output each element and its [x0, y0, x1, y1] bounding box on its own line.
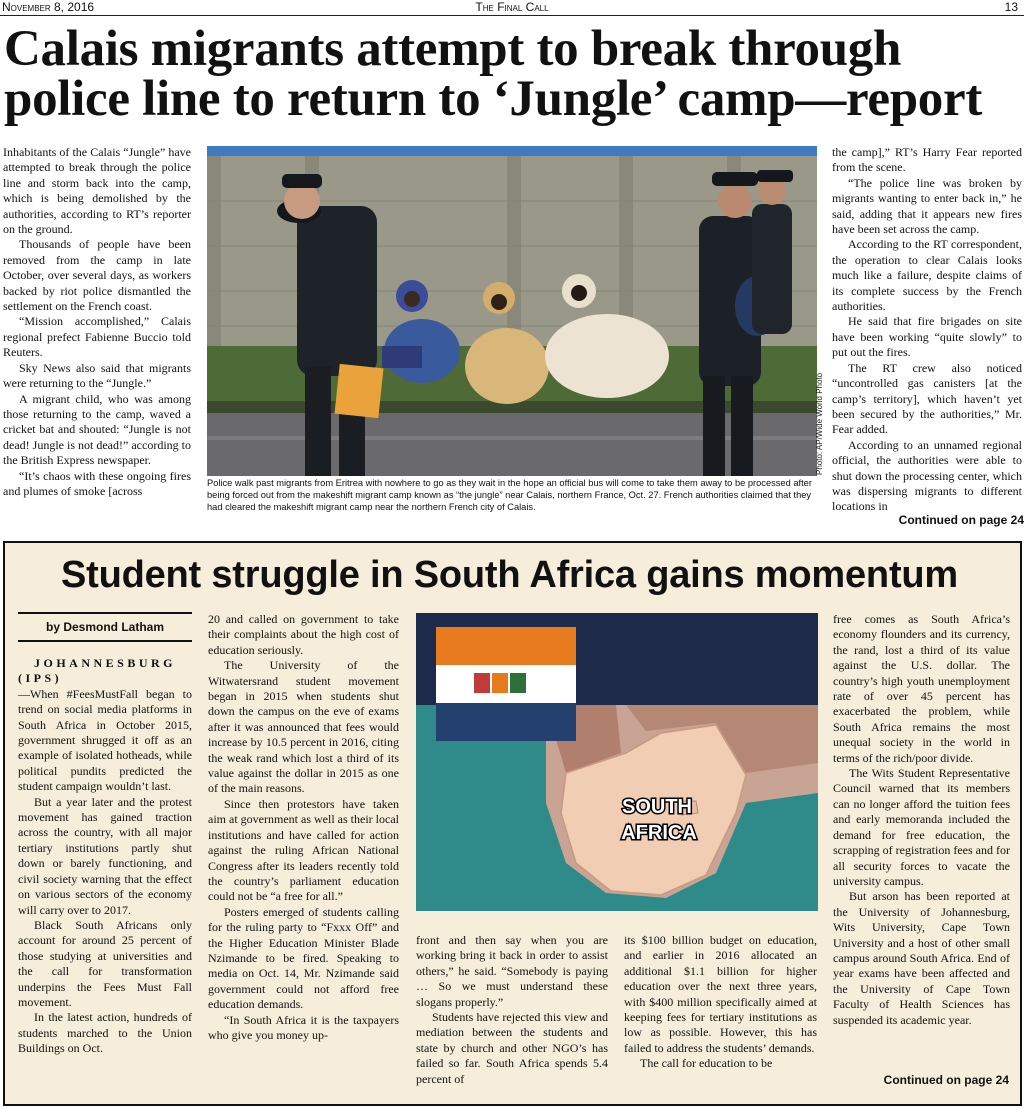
paragraph: Sky News also said that migrants were returning to the “Jungle.” [3, 360, 191, 391]
map-graphic [416, 613, 818, 911]
photo-caption: Police walk past migrants from Eritrea with nowhere to go as they wait in the hope an official bus will come to take them away to be processed after being forced out from the makeshift migrant camp known as “the jungle” near Calais, northern France, Oct. 27. French authorities claimed that they had cleared the makeshift migrant camp near the northern French city of Calais. [207, 478, 812, 512]
continued-link[interactable]: Continued on page 24 [898, 513, 1024, 527]
paragraph: its $100 billion budget on education, and earlier in 2016 allocated an additional $1.1 billion for higher education over the next three years, with $400 million specifically aimed at keeping fees for tertiary institutions as low as possible. However, this has failed to address the students’ demands. [624, 933, 817, 1055]
paragraph: A migrant child, who was among those returning to the camp, waved a cricket bat and shouted: “Jungle is not dead! Jungle is not dead!” according to the British Express newspaper. [3, 391, 191, 468]
paragraph: The RT crew also noticed “uncontrolled gas canisters [at the camp’s territory], which haven’t yet been secured by the authorities,” Mr. Fear added. [832, 360, 1022, 437]
article-column-left [3, 145, 191, 499]
paragraph: According to the RT correspondent, the operation to clear Calais looks much like a failure, despite claims of its complete success by the French authorities. [832, 237, 1022, 314]
article-headline: Calais migrants attempt to break through police line to return to ‘Jungle’ camp—report [4, 21, 983, 127]
article-photo [207, 146, 817, 476]
south-africa-map [416, 613, 818, 911]
paragraph: He said that fire brigades on site have been working “quite slowly” to put out the fires. [832, 314, 1022, 360]
continued-link[interactable]: Continued on page 24 [883, 1073, 1009, 1087]
paragraph: Black South Africans only account for around 25 percent of those studying at universities and the call for transformation underpins the Fees Must Fall movement. [18, 917, 192, 1009]
paragraph: free comes as South Africa’s economy flounders and its currency, the rand, lost a third of its value against the U.S. dollar. The country’s high youth unemployment rate of over 45 percent has exacerbated the problem, while South Africa remains the most unequal society in the world in terms of the rich/poor divide. [833, 612, 1010, 765]
map-label-south: SOUTH [622, 796, 692, 818]
photo-police-and-migrants [207, 146, 817, 476]
article-column-1 [18, 656, 192, 1057]
paragraph: “It’s chaos with these ongoing fires and plumes of smoke [across [3, 468, 191, 498]
paragraph [18, 656, 192, 795]
paragraph: the camp],” RT’s Harry Fear reported from the scene. [832, 145, 1022, 175]
byline: by Desmond Latham [18, 612, 192, 642]
paragraph: Thousands of people have been removed from the camp in late October, over several days, as workers backed by riot police dismantled the settlement on the French coast. [3, 237, 191, 314]
paragraph: According to an unnamed regional official, the authorities were able to shut down the processing center, which was dispersing migrants to different locations in [832, 437, 1022, 514]
paragraph: Posters emerged of students calling for the ruling party to “Fxxx Off” and the Higher Education Minister Blade Nzimande to be fired. Speaking to media on Oct. 14, Mr. Nzimande said government could not afford free education demands. [208, 904, 399, 1012]
article-column-4 [624, 933, 817, 1072]
article-column-2 [208, 612, 399, 1043]
page-number: 13 [1004, 0, 1018, 14]
newspaper-name: The Final Call [475, 0, 549, 14]
paragraph: Students have rejected this view and mediation between the students and state by church and other NGO’s has failed so far. South Africa spends 5.4 percent of [416, 1010, 608, 1086]
flag-icon [436, 627, 576, 741]
paragraph: The Wits Student Representative Council warned that its members can no longer afford the tuition fees and early memoranda included the demand for free education, the scrapping of registration fees and for all security forces to vacate the university campus. [833, 766, 1010, 888]
paragraph: Since then protestors have taken aim at government as well as their local institutions and have called for action against the ruling African National Congress after its leaders recently told the country’s parliament education could not be “a free for all.” [208, 796, 399, 904]
paragraph-text: —When #FeesMustFall began to trend on social media platforms in South Africa in October 2015, government shrugged it off as an example of isolated hotheads, while political pundits predicted the student campaign wouldn’t last. [18, 686, 192, 794]
issue-date: November 8, 2016 [2, 0, 95, 14]
paragraph: front and then say when you are working bring it back in order to assist others,” he said. “Somebody is paying … So we must understand these slogans properly.” [416, 933, 608, 1009]
paragraph: But arson has been reported at the University of Johannesburg, Wits University, Cape Town University and a host of other small campus around South Africa. End of year exams have been affected and the University of Cape Town Faculty of Health Sciences has suspended its academic year. [833, 889, 1010, 1027]
paragraph: “In South Africa it is the taxpayers who give you money up- [208, 1012, 399, 1042]
map-label-africa: AFRICA [621, 822, 697, 844]
paragraph: In the latest action, hundreds of students marched to the Union Buildings on Oct. [18, 1010, 192, 1056]
paragraph: The University of the Witwatersrand student movement began in 2015 when students shut down the campus on the eve of exams after it was announced that fees would increase by 10.5 percent in 2016, citing the weak rand which lost a third of its value against the dollar in 2015 as one of the main reasons. [208, 658, 399, 796]
article-column-right [832, 145, 1022, 515]
paragraph: But a year later and the protest movement has gained traction across the country, with all major tertiary institutions partly shut down or barely functioning, and civil society warning that the effect on various sectors of the economy will carry over to 2017. [18, 794, 192, 917]
article-headline: Student struggle in South Africa gains momentum [60, 554, 958, 596]
article-column-5 [833, 612, 1010, 1028]
paragraph: 20 and called on government to take their complaints about the high cost of education seriously. [208, 612, 399, 657]
page-header [0, 0, 1024, 16]
dateline: JOHANNESBURG (IPS) [18, 656, 177, 686]
photo-credit: Photo: AP/Wide World Photo [815, 372, 824, 475]
paragraph: The call for education to be [640, 1056, 773, 1071]
article-column-3 [416, 933, 608, 1087]
paragraph: Inhabitants of the Calais “Jungle” have attempted to break through the police line and storm back into the camp, which is being demolished by the authorities, according to RT’s reporter on the ground. [3, 145, 191, 237]
paragraph: “The police line was broken by migrants wanting to enter back in,” he said, adding that it appears new fires have been set across the camp. [832, 175, 1022, 237]
paragraph: “Mission accomplished,” Calais regional prefect Fabienne Buccio told Reuters. [3, 314, 191, 360]
